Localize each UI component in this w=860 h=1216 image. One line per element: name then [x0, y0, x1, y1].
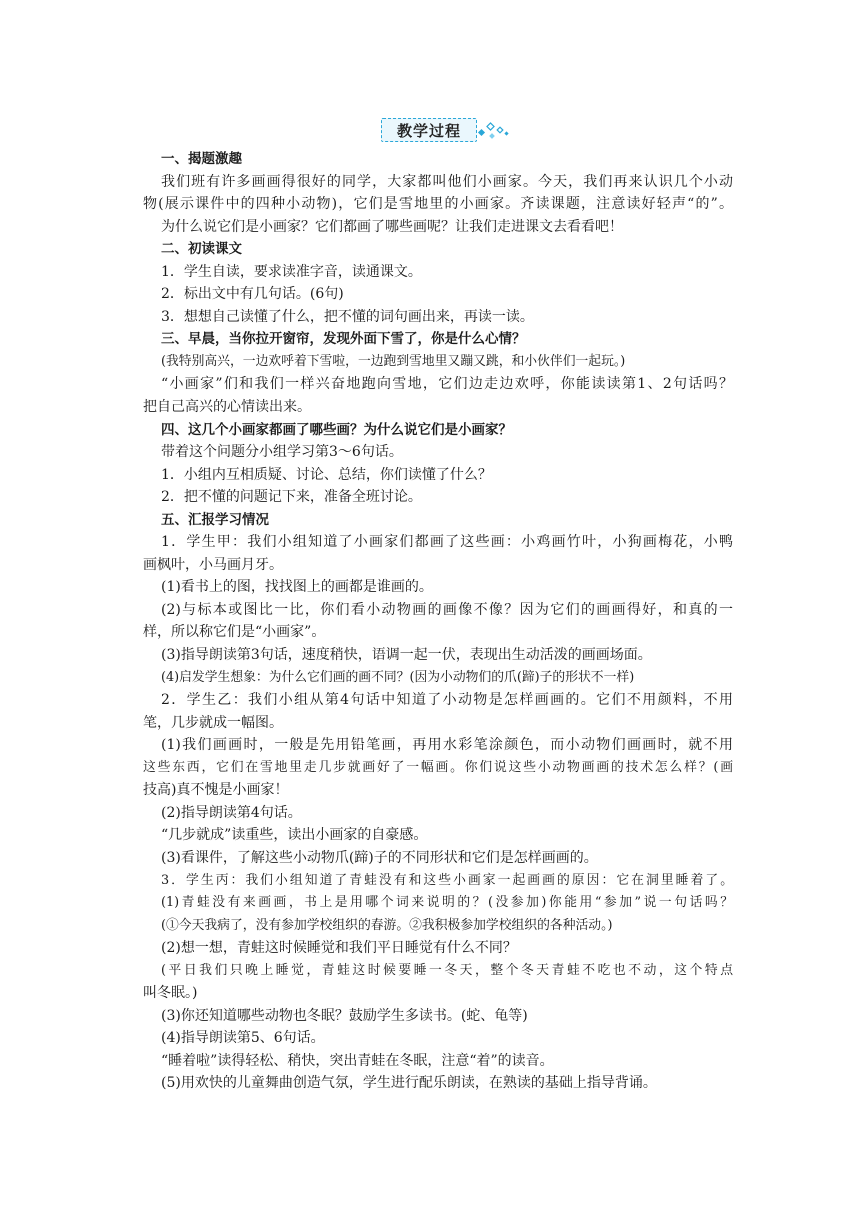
- list-item: (1)我们画画时，一般是先用铅笔画，再用水彩笔涂颜色，而小动物们画画时，就不用: [161, 737, 733, 754]
- list-item: (5)用欢快的儿童舞曲创造气氛，学生进行配乐朗读，在熟读的基础上指导背诵。: [161, 1075, 657, 1092]
- paragraph-line: 画枫叶，小马画月牙。: [143, 556, 283, 573]
- list-item: (2)想一想，青蛙这时候睡觉和我们平日睡觉有什么不同？: [161, 940, 517, 957]
- paragraph-line: 样，所以称它们是“小画家”。: [143, 624, 326, 641]
- paragraph-line: 技高)真不愧是小画家！: [143, 782, 289, 799]
- paragraph-line: 笔，几步就成一幅图。: [143, 714, 283, 731]
- list-item: (4)指导朗读第5、6句话。: [161, 1030, 325, 1047]
- list-item: 2．学生乙：我们小组从第4句话中知道了小动物是怎样画画的。它们不用颜料，不用: [161, 692, 733, 709]
- lesson-body: [143, 148, 733, 1095]
- paragraph-line: 为什么说它们是小画家？它们都画了哪些画呢？让我们走进课文去看看吧！: [161, 218, 623, 235]
- paragraph-line: 把自己高兴的心情读出来。: [143, 399, 311, 416]
- heading-4: 四、这几个小画家都画了哪些画？为什么说它们是小画家？: [161, 421, 512, 438]
- list-item: 2．标出文中有几句话。(6句): [161, 286, 344, 303]
- note-line: (①今天我病了，没有参加学校组织的春游。②我积极参加学校组织的各种活动。): [161, 917, 613, 933]
- section-title: [381, 118, 511, 144]
- list-item: (3)你还知道哪些动物也冬眠？鼓励学生多读书。(蛇、龟等): [161, 1007, 528, 1024]
- list-item: (4)启发学生想象：为什么它们画的画不同？(因为小动物们的爪(蹄)子的形状不一样): [161, 669, 635, 685]
- list-item: 1．学生自读，要求读准字音，读通课文。: [161, 263, 422, 280]
- section-title-label: 教学过程: [381, 118, 477, 142]
- heading-5: 五、汇报学习情况: [161, 511, 269, 528]
- heading-1: 一、揭题激趣: [161, 151, 242, 167]
- list-item: (2)指导朗读第4句话。: [161, 804, 302, 821]
- note-line: (平日我们只晚上睡觉，青蛙这时候要睡一冬天，整个冬天青蛙不吃也不动，这个特点: [161, 962, 733, 978]
- list-item: (3)看课件，了解这些小动物爪(蹄)子的不同形状和它们是怎样画画的。: [161, 849, 598, 866]
- list-item: (1)青蛙没有来画画，书上是用哪个词来说明的？(没参加)你能用“参加”说一句话吗？: [161, 895, 733, 911]
- list-item: (3)指导朗读第3句话，速度稍快，语调一起一伏，表现出生动活泼的画画场面。: [161, 647, 652, 664]
- list-item: 1．学生甲：我们小组知道了小画家们都画了这些画：小鸡画竹叶，小狗画梅花，小鸭: [161, 534, 733, 551]
- list-item: (2)与标本或图比一比，你们看小动物画的画像不像？因为它们的画画得好，和真的一: [161, 601, 733, 618]
- note-line: 叫冬眠。): [143, 985, 198, 1002]
- list-item: 2．把不懂的问题记下来，准备全班讨论。: [161, 489, 422, 506]
- paragraph-line: 我们班有许多画画得很好的同学，大家都叫他们小画家。今天，我们再来认识几个小动: [161, 173, 733, 190]
- note-line: (我特别高兴，一边欢呼着下雪啦，一边跑到雪地里又蹦又跳，和小伙伴们一起玩。): [161, 353, 626, 369]
- heading-2: 二、初读课文: [161, 241, 242, 258]
- heading-3: 三、早晨，当你拉开窗帘，发现外面下雪了，你是什么心情？: [161, 331, 526, 348]
- list-item: 3．想想自己读懂了什么，把不懂的词句画出来，再读一读。: [161, 308, 534, 325]
- paragraph-line: “小画家”们和我们一样兴奋地跑向雪地，它们边走边欢呼，你能读读第1、2句话吗？: [161, 376, 733, 393]
- paragraph-line: 物(展示课件中的四种小动物)，它们是雪地里的小画家。齐读课题，注意读好轻声“的”。: [143, 196, 733, 213]
- paragraph-line: 这些东西，它们在雪地里走几步就画好了一幅画。你们说这些小动物画画的技术怎么样？(画: [143, 759, 733, 775]
- list-item: 3．学生丙：我们小组知道了青蛙没有和这些小画家一起画画的原因：它在洞里睡着了。: [161, 872, 733, 888]
- list-item: 1．小组内互相质疑、讨论、总结，你们读懂了什么？: [161, 466, 492, 483]
- paragraph-line: 带着这个问题分小组学习第3～6句话。: [161, 444, 403, 461]
- title-decoration-icon: [477, 120, 511, 142]
- paragraph-line: “几步就成”读重些，读出小画家的自豪感。: [161, 827, 428, 844]
- paragraph-line: “睡着啦”读得轻松、稍快，突出青蛙在冬眠，注意“着”的读音。: [161, 1052, 554, 1069]
- list-item: (1)看书上的图，找找图上的画都是谁画的。: [161, 579, 433, 596]
